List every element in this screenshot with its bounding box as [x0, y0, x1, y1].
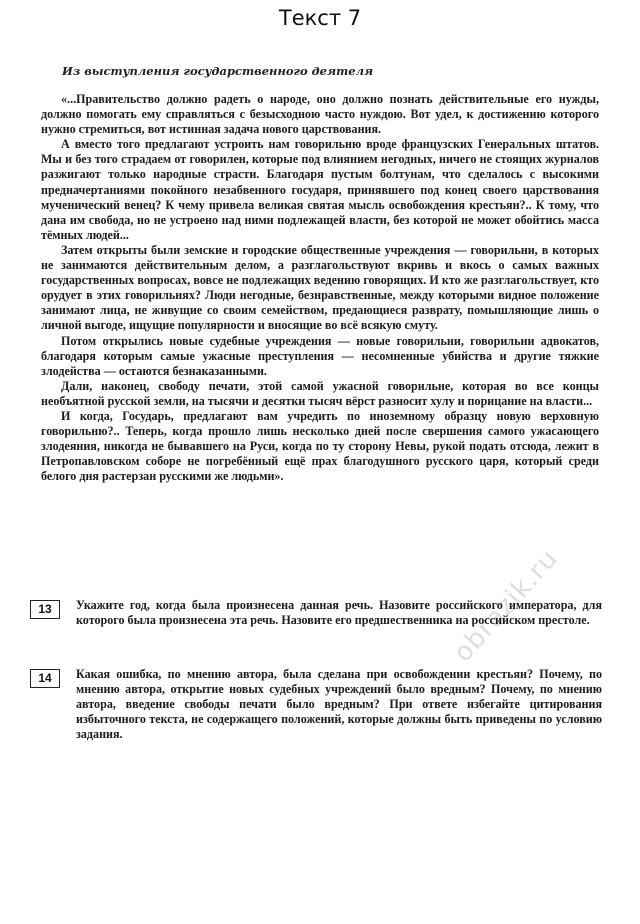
watermark: obrazik.ru — [448, 543, 565, 669]
paragraph: Потом открылись новые судебные учреждения — новые говорильни, говорильни адвокатов, благодаря которым самые ужасные преступления — несомненные убийства и другие тяжкие злодейства — остаются безнаказанными. — [41, 333, 599, 378]
task-question[interactable]: Укажите год, когда была произнесена данная речь. Назовите российского императора, для которого была произнесена эта речь. Назовите его предшественника на российском престоле. — [76, 598, 602, 628]
paragraph: Дали, наконец, свободу печати, этой самой ужасной говорильне, которая во все концы необъятной русской земли, на тысячи и десятки тысяч вёрст разносит хулу и порицание на власти... — [41, 378, 599, 408]
task-number-box[interactable]: 14 — [30, 669, 60, 688]
paragraph: А вместо того предлагают устроить нам говорильню вроде французских Генеральных штатов. Мы и без того страдаем от говорилен, которые под влиянием негодных, ничего не стоящих журналов разжигают только народные страсти. Благодаря пустым болтунам, что сделалось с высокими предначертаниями покойного незабвенного государя, принявшего под конец своего царствования мученический венец? К чему привела великая святая мысль освобождения крестьян?.. К тому, что дана им свобода, но не устроено над ними подлежащей власти, без которой не может обойтись масса тёмных людей... — [41, 137, 599, 242]
paragraph: И когда, Государь, предлагают вам учредить по иноземному образцу новую верховную говорильню?.. Теперь, когда прошло лишь несколько дней после свершения самого ужасающего злодеяния, никогда не бывавшего на Руси, когда по ту сторону Невы, рукой подать отсюда, лежит в Петропавловском соборе не погребённый ещё прах благодушного русского царя, который среди белого дня растерзан русскими же людьми». — [41, 408, 599, 484]
source-heading: Из выступления государственного деятеля — [62, 64, 374, 78]
speech-text — [41, 92, 599, 484]
paragraph: Затем открыты были земские и городские общественные учреждения — говорильни, в которых не занимаются действительным делом, а разглагольствуют вкривь и вкось о самых важных государственных вопросах, вовсе не подлежащих ведению говорящих. И кто же разглагольствует, кто орудует в этих говорильнях? Люди негодные, безнравственные, между которыми видное положение занимают лица, не живущие со своим семейством, предающиеся разврату, помышляющие лишь о личной выгоде, ищущие популярности и вносящие во всё всякую смуту. — [41, 242, 599, 333]
paragraph: «...Правительство должно радеть о народе, оно должно познать действительные его нужды, должно помогать ему справляться с безысходною часто нуждою. Вот удел, к достижению которого нужно стремиться, вот истинная задача нового царствования. — [41, 92, 599, 137]
page-title: Текст 7 — [278, 6, 362, 30]
task-number-box[interactable]: 13 — [30, 600, 60, 619]
task-question[interactable]: Какая ошибка, по мнению автора, была сделана при освобождении крестьян? Почему, по мнению автора, открытие новых судебных учреждений было вредным? Почему, по мнению автора, введение свободы печати было вредным? При ответе избегайте цитирования избыточного текста, не содержащего положений, которые должны быть приведены по условию задания. — [76, 667, 602, 742]
